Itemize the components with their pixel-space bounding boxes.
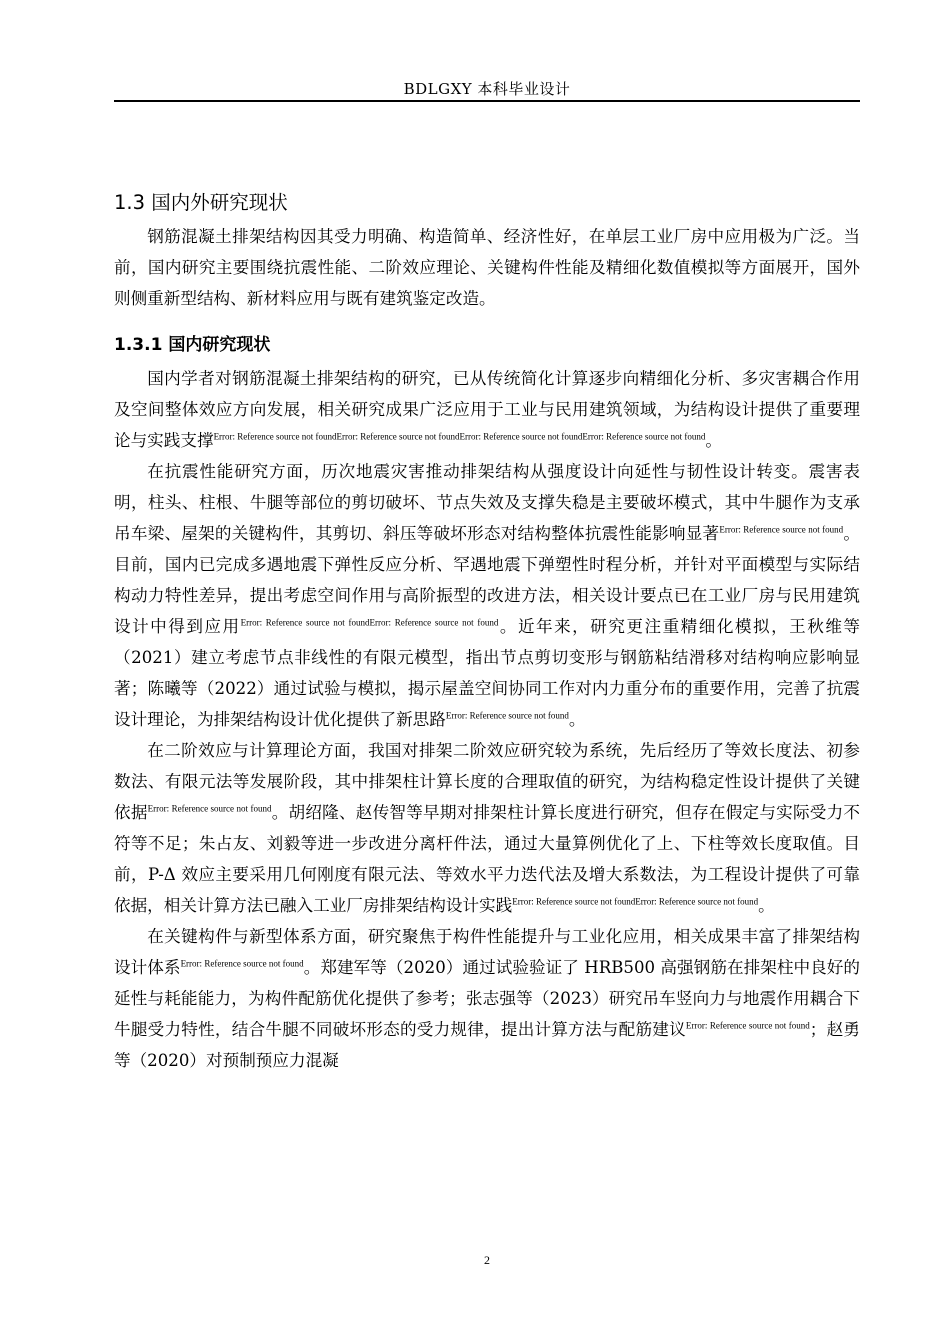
reference-error-marker: Error: Reference source not found	[719, 524, 844, 535]
paragraph-seismic	[114, 456, 860, 735]
section-intro-paragraph: 钢筋混凝土排架结构因其受力明确、构造简单、经济性好，在单层工业厂房中应用极为广泛。当前，国内研究主要围绕抗震性能、二阶效应理论、关键构件性能及精细化数值模拟等方面展开，国外则侧重新型结构、新材料应用与既有建筑鉴定改造。	[114, 227, 860, 308]
paragraph-key-members	[114, 921, 860, 1076]
reference-error-marker: Error: Reference source not foundError: Reference source not found	[240, 617, 499, 628]
paragraph-text: 。近年来，研究更注重精细化模拟，王秋维等（2021）建立考虑节点非线性的有限元模型，指出节点剪切变形与钢筋粘结滑移对结构响应影响显著；陈曦等（2022）通过试验与模拟，揭示屋盖空间协同工作对内力重分布的重要作用，完善了抗震设计理论，为排架结构设计优化提供了新思路	[114, 617, 860, 729]
paragraph-text: 。目前，国内已完成多遇地震下弹性反应分析、罕遇地震下弹塑性时程分析，并针对平面模型与实际结构动力特性差异，提出考虑空间作用与高阶振型的改进方法，相关设计要点已在工业厂房与民用建筑设计中得到应用	[114, 524, 861, 636]
paragraph-text: 国内学者对钢筋混凝土排架结构的研究，已从传统简化计算逐步向精细化分析、多灾害耦合作用及空间整体效应方向发展，相关研究成果广泛应用于工业与民用建筑领域，为结构设计提供了重要理论与实践支撑	[114, 369, 860, 450]
reference-error-marker: Error: Reference source not found	[685, 1020, 810, 1031]
paragraph-text: 在二阶效应与计算理论方面，我国对排架二阶效应研究较为系统，先后经历了等效长度法、初参数法、有限元法等发展阶段，其中排架柱计算长度的合理取值的研究，为结构稳定性设计提供了关键依据	[114, 741, 860, 822]
subsection-title: 1.3.1 国内研究现状	[114, 335, 271, 355]
paragraph-text: 。	[758, 896, 775, 915]
paragraph-text: 。	[568, 710, 586, 729]
reference-error-marker: Error: Reference source not found	[147, 803, 272, 814]
paragraph-overview	[114, 363, 860, 456]
paragraph-text: 。	[705, 431, 722, 450]
paragraph-text: 。胡绍隆、赵传智等早期对排架柱计算长度进行研究，但存在假定与实际受力不符等不足；朱占友、刘毅等进一步改进分离杆件法，通过大量算例优化了上、下柱等效长度取值。目前，P-Δ 效应主要采用几何刚度有限元法、等效水平力迭代法及增大系数法，为工程设计提供了可靠依据，相关计算方法已融入工业厂房排架结构设计实践	[114, 803, 861, 915]
paragraph-text: 在抗震性能研究方面，历次地震灾害推动排架结构从强度设计向延性与韧性设计转变。震害表明，柱头、柱根、牛腿等部位的剪切破坏、节点失效及支撑失稳是主要破坏模式，其中牛腿作为支承吊车梁、屋架的关键构件，其剪切、斜压等破坏形态对结构整体抗震性能影响显著	[114, 462, 860, 543]
reference-error-marker: Error: Reference source not found	[445, 710, 569, 721]
paragraph-second-order	[114, 735, 860, 921]
reference-error-marker: Error: Reference source not found	[180, 958, 304, 969]
paragraph-text: 。郑建军等（2020）通过试验验证了 HRB500 高强钢筋在排架柱中良好的延性与耗能能力，为构件配筋优化提供了参考；张志强等（2023）研究吊车竖向力与地震作用耦合下牛腿受力特性，结合牛腿不同破坏形态的受力规律，提出计算方法与配筋建议	[114, 958, 861, 1039]
page-number: 2	[484, 1253, 490, 1267]
page-header: BDLGXY 本科毕业设计	[403, 80, 571, 98]
reference-error-marker: Error: Reference source not foundError: Reference source not foundError: Reference source not foundError: Reference source not found	[213, 431, 706, 442]
paragraph-text: ；赵勇等（2020）对预制预应力混凝	[114, 1020, 861, 1070]
header-rule	[114, 100, 860, 102]
section-title: 1.3 国内外研究现状	[114, 191, 288, 214]
document-body	[114, 185, 860, 1076]
reference-error-marker: Error: Reference source not foundError: Reference source not found	[512, 896, 759, 907]
paragraph-text: 在关键构件与新型体系方面，研究聚焦于构件性能提升与工业化应用，相关成果丰富了排架结构设计体系	[114, 927, 860, 977]
